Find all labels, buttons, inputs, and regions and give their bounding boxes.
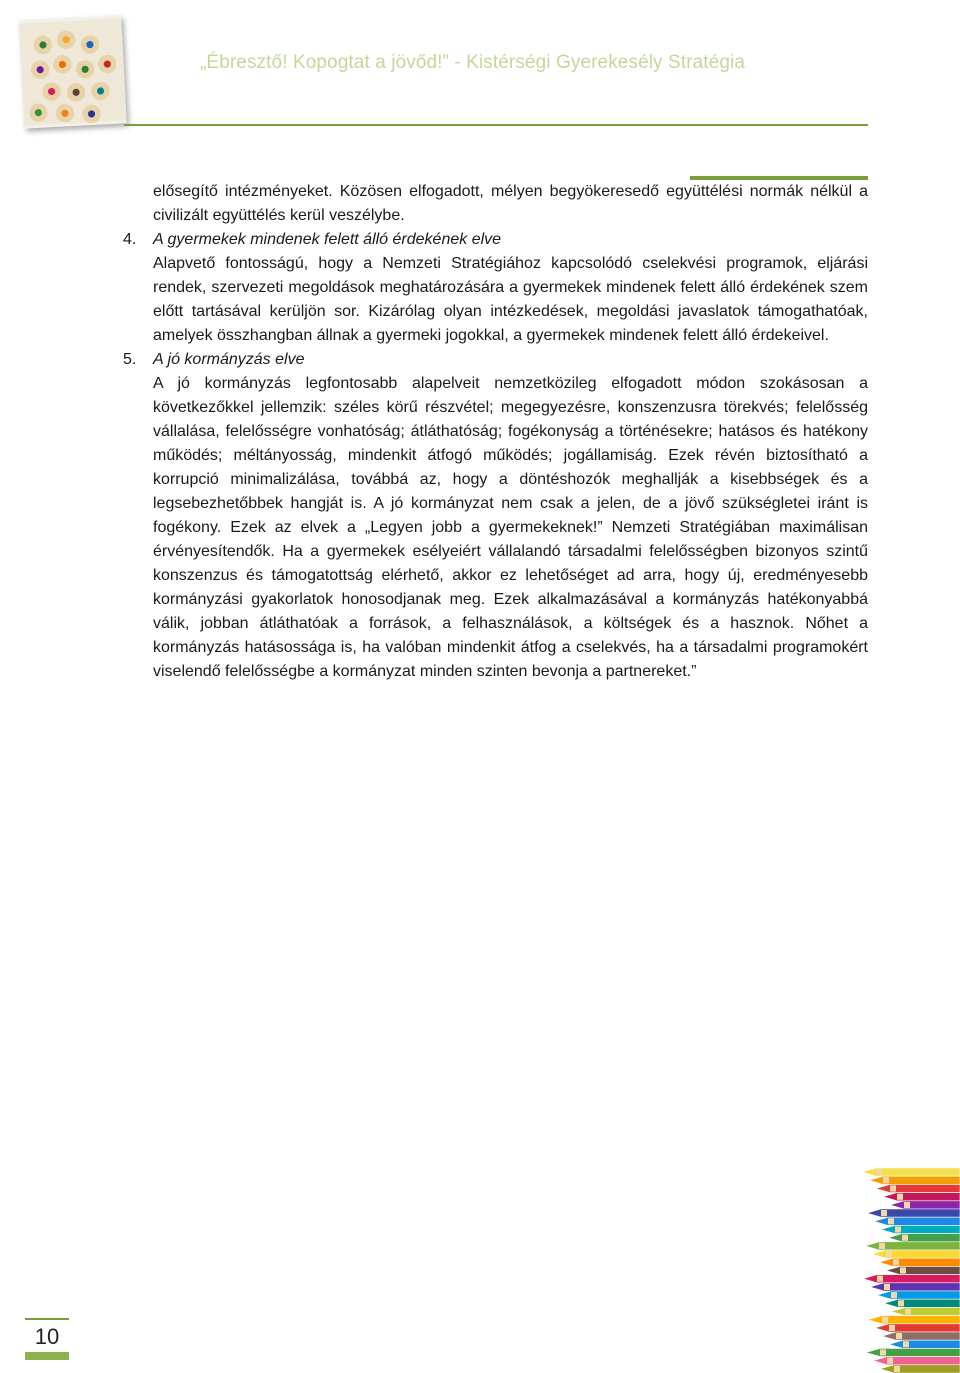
pencil-wood (889, 1325, 895, 1331)
pencil-wood (882, 1317, 888, 1323)
pencil-wood (891, 1292, 897, 1298)
pencil-shape (886, 1266, 960, 1274)
pencil-wood (895, 1226, 901, 1232)
pencil-shape (880, 1365, 960, 1373)
pencil-shape (882, 1332, 960, 1340)
item-number: 4. (123, 231, 137, 248)
pencil-shape (872, 1250, 960, 1258)
pencil-wood (880, 1349, 886, 1355)
pencil-wood (876, 1169, 882, 1175)
pencil-wood (904, 1202, 910, 1208)
pencil-shape (867, 1209, 960, 1217)
intro-paragraph: elősegítő intézményeket. Közösen elfogadott, mélyen begyökeresedő együttélési normák nélkül a civilizált együttélés kerül veszélybe. (153, 183, 868, 224)
pencil-wood (879, 1243, 885, 1249)
pencil-shape (874, 1217, 960, 1225)
list-item (123, 348, 868, 684)
item-title: A gyermekek mindenek felett álló érdekének elve (153, 231, 502, 248)
pencils-graphic (858, 1168, 960, 1373)
pencil-wood (897, 1194, 903, 1200)
item-text: Alapvető fontosságú, hogy a Nemzeti Stratégiához kapcsolódó cselekvési programok, eljárási rendek, szervezeti megoldások meghatározására a gyermekek mindenek felett álló érdekének szem előtt tartásával kerüljön sor. Kizárólag olyan intézkedések, megoldási javaslatok támogathatóak, amelyek összhangban állnak a gyermeki jogokkal, a gyermekek mindenek felett álló érdekeivel. (153, 255, 868, 344)
pencil-shape (875, 1324, 960, 1332)
pencil-shape (890, 1201, 960, 1209)
pencil-wood (902, 1235, 908, 1241)
document-body (123, 180, 868, 684)
pencil-wood (883, 1177, 889, 1183)
pencil-shape (870, 1283, 960, 1291)
pencil-wood (886, 1251, 892, 1257)
pencil-shape (869, 1176, 960, 1184)
pencil-wood (884, 1284, 890, 1290)
pencil-shape (873, 1357, 960, 1365)
colored-pencils-icon (19, 15, 127, 128)
header-title: „Ébresztő! Kopogtat a jövőd!” - Kistérségi Gyerekesély Stratégia (200, 52, 745, 73)
pencil-shape (888, 1234, 960, 1242)
list-item (123, 228, 868, 348)
pencils-logo-image (19, 15, 127, 128)
colored-pencils-stack-icon (858, 1168, 960, 1373)
pencil-wood (890, 1185, 896, 1191)
pencil-wood (896, 1333, 902, 1339)
page-number-bar (25, 1352, 69, 1360)
pencil-wood (893, 1259, 899, 1265)
item-title: A jó kormányzás elve (153, 351, 305, 368)
pencil-shape (879, 1258, 960, 1266)
pencil-wood (894, 1366, 900, 1372)
pencil-shape (877, 1291, 960, 1299)
page-number: 10 (34, 1324, 60, 1349)
pencil-wood (881, 1210, 887, 1216)
pencil-wood (905, 1308, 911, 1314)
pencil-wood (900, 1267, 906, 1273)
pencil-wood (887, 1358, 893, 1364)
pencil-shape (883, 1193, 960, 1201)
item-text: A jó kormányzás legfontosabb alapelveit nemzetközileg elfogadott módon szokásosan a következőkkel jellemzik: széles körű részvétel; megegyezésre, konszenzusra törekvés; felelősség vállalása, felelősségre vonhatóság; átláthatóság; fogékonyság a történésekre; hatásos és hatékony működés; méltányosság, mindenkit átfogó működés; jogállamiság. Ezek révén biztosítható a korrupció minimalizálása, továbbá az, hogy a döntéshozók meghallják a kisebbségek és a legsebezhetőbbek hangját is. A jó kormányzat nem csak a jelen, de a jövő szükségletei iránt is fogékony. Ezek az elvek a „Legyen jobb a gyermekeknek!” Nemzeti Stratégiában maximálisan érvényesítendők. Ha a gyermekek esélyeiért vállalandó társadalmi felelősségben bizonyos szintű konszenzus és támogatottság elérhető, akkor ez lehetőséget ad arra, hogy új, eredményesebb kormányzási gyakorlatok honosodjanak meg. Ezek alkalmazásával a kormányzás hatékonyabbá válik, jobban átláthatóak a források, a felhasználások, a költségek és a hasznok. Nőhet a kormányzás hatásossága is, ha valóban mindenkit átfog a cselekvés, ha a társadalmi programokért viselendő felelősségbe a kormányzat minden szinten bevonja a partnereket.” (153, 375, 868, 680)
pencil-shape (889, 1340, 960, 1348)
pencil-wood (898, 1300, 904, 1306)
pencil-shape (881, 1225, 960, 1233)
pencil-shape (868, 1316, 960, 1324)
pencil-wood (888, 1218, 894, 1224)
header-divider (124, 124, 868, 126)
pencil-shape (891, 1307, 960, 1315)
pencil-wood (903, 1341, 909, 1347)
item-number: 5. (123, 351, 137, 368)
pencil-wood (877, 1276, 883, 1282)
pencil-shape (884, 1299, 960, 1307)
pencil-shape (876, 1184, 960, 1192)
